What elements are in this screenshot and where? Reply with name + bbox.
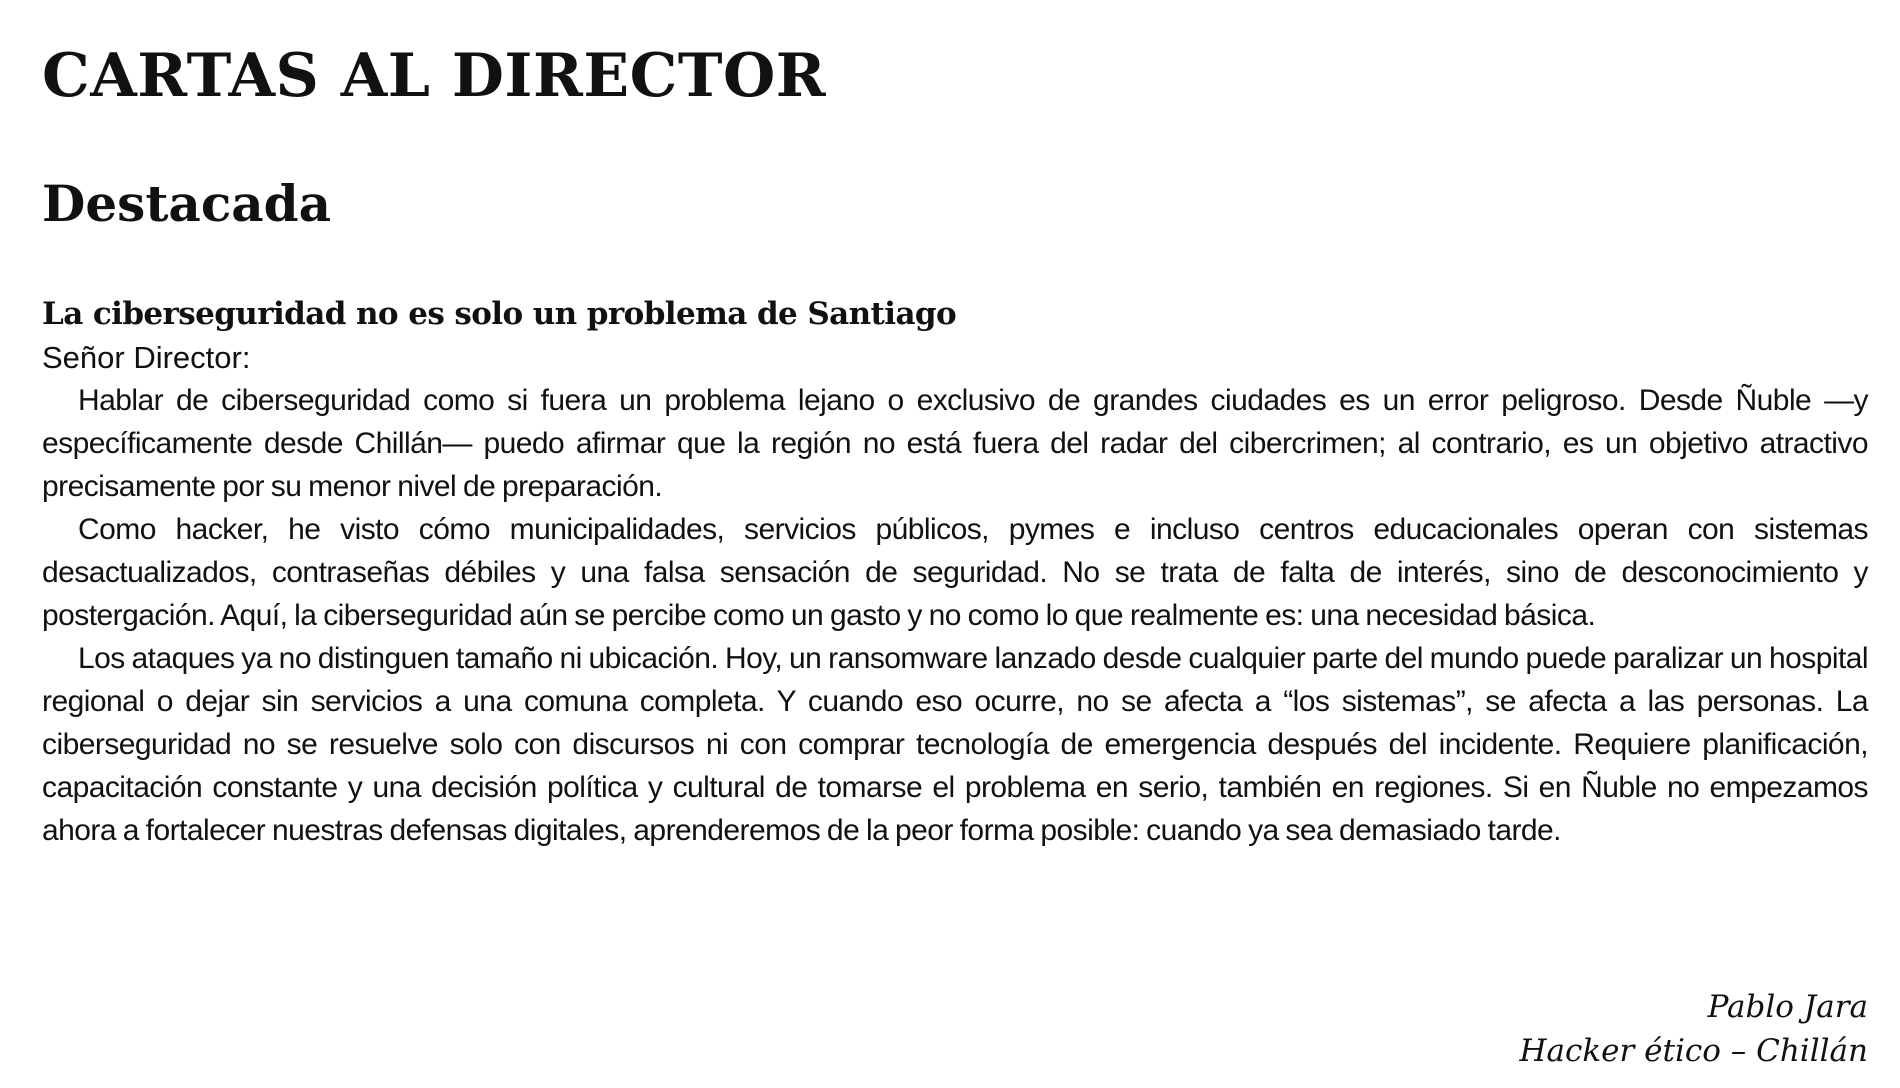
letter-salutation: Señor Director:	[42, 340, 251, 375]
letter-paragraph-3: Los ataques ya no distinguen tamaño ni ubicación. Hoy, un ransomware lanzado desde cualquier parte del mundo puede paralizar un hospital regional o dejar sin servicios a una comuna completa. Y cuando eso ocurre, no se afecta a “los sistemas”, se afecta a las personas. La ciberseguridad no se resuelve solo con discursos ni con comprar tecnología de emergencia después del incidente. Requiere planificación, capacitación constante y una decisión política y cultural de tomarse el problema en serio, también en regiones. Si en Ñuble no empezamos ahora a fortalecer nuestras defensas digitales, aprenderemos de la peor forma posible: cuando ya sea demasiado tarde.	[42, 642, 1868, 847]
letter-title: La ciberseguridad no es solo un problema de Santiago	[42, 296, 957, 332]
signature-name: Pablo Jara	[1707, 989, 1868, 1025]
letter-signature	[1519, 985, 1868, 1073]
section-title: CARTAS AL DIRECTOR	[42, 41, 827, 111]
signature-role: Hacker ético – Chillán	[1519, 1033, 1868, 1069]
letter-paragraph-1: Hablar de ciberseguridad como si fuera un problema lejano o exclusivo de grandes ciudades es un error peligroso. Desde Ñuble —y específicamente desde Chillán— puedo afirmar que la región no está fuera del radar del cibercrimen; al contrario, es un objetivo atractivo precisamente por su menor nivel de preparación.	[42, 384, 1868, 503]
letter-paragraph-2: Como hacker, he visto cómo municipalidades, servicios públicos, pymes e incluso centros educacionales operan con sistemas desactualizados, contraseñas débiles y una falsa sensación de seguridad. No se trata de falta de interés, sino de desconocimiento y postergación. Aquí, la ciberseguridad aún se percibe como un gasto y no como lo que realmente es: una necesidad básica.	[42, 513, 1868, 632]
letter	[42, 292, 1868, 852]
subsection-title: Destacada	[42, 174, 332, 233]
